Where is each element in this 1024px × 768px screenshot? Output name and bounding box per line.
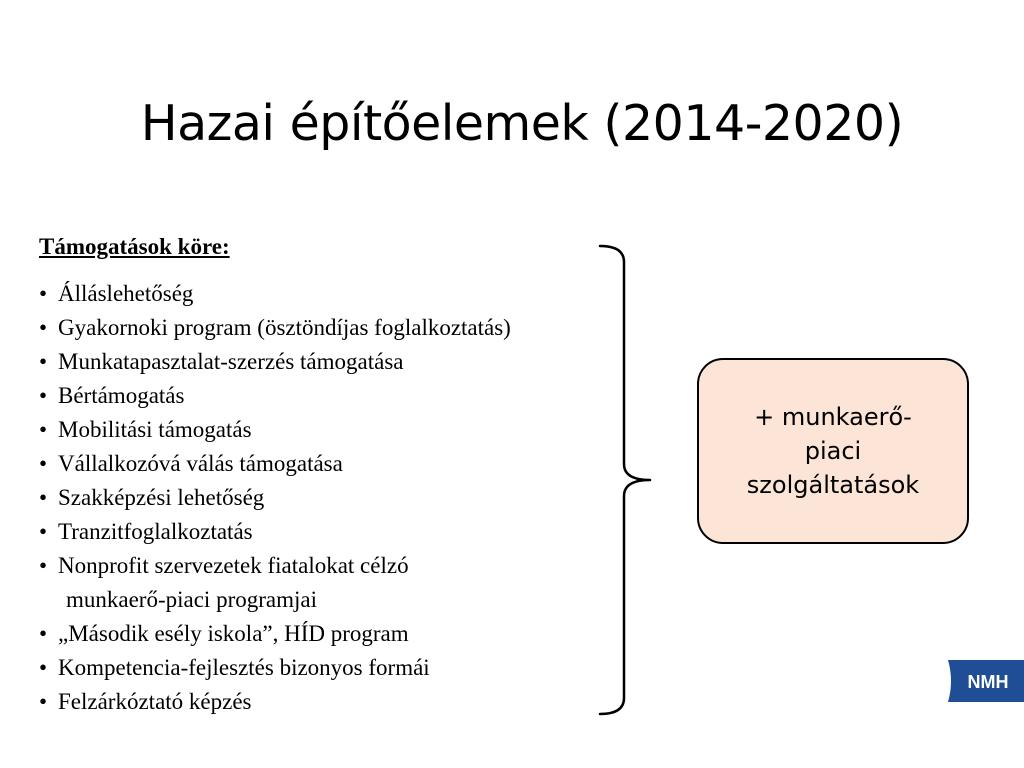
list-item bbox=[39, 345, 629, 379]
list-item bbox=[39, 413, 629, 447]
list-item bbox=[39, 481, 629, 515]
slide-title: Hazai építőelemek (2014-2020) bbox=[140, 95, 904, 152]
list-item-text: Bértámogatás bbox=[58, 383, 185, 408]
labor-market-services-text: + munkaerő-piaci szolgáltatások bbox=[746, 403, 920, 499]
bullet-icon: • bbox=[39, 519, 48, 544]
list-item bbox=[39, 549, 629, 617]
bullet-icon: • bbox=[39, 281, 48, 306]
list-item-text: Nonprofit szervezetek fiatalokat célzó bbox=[58, 553, 409, 578]
list-item-text: Kompetencia-fejlesztés bizonyos formái bbox=[58, 655, 430, 680]
list-item bbox=[39, 379, 629, 413]
list-item-text: Vállalkozóvá válás támogatása bbox=[58, 451, 343, 476]
list-item-text: Munkatapasztalat-szerzés támogatása bbox=[58, 349, 404, 374]
list-item bbox=[39, 311, 629, 345]
bullet-icon: • bbox=[39, 315, 48, 340]
bullet-icon: • bbox=[39, 485, 48, 510]
list-item bbox=[39, 617, 629, 651]
list-item-text: Szakképzési lehetőség bbox=[58, 485, 265, 510]
list-item bbox=[39, 685, 629, 719]
labor-market-services-box bbox=[697, 358, 969, 544]
bullet-icon: • bbox=[39, 553, 48, 578]
support-section bbox=[39, 232, 629, 719]
list-item bbox=[39, 447, 629, 481]
bullet-icon: • bbox=[39, 621, 48, 646]
bullet-icon: • bbox=[39, 655, 48, 680]
list-item-text: Álláslehetőség bbox=[58, 281, 194, 306]
list-item-text: Gyakornoki program (ösztöndíjas foglalkoztatás) bbox=[58, 315, 511, 340]
bullet-icon: • bbox=[39, 689, 48, 714]
list-item-text: „Második esély iskola”, HÍD program bbox=[58, 621, 409, 646]
support-heading: Támogatások köre: bbox=[39, 234, 230, 259]
list-item-text: Tranzitfoglalkoztatás bbox=[58, 519, 253, 544]
list-item-text: Mobilitási támogatás bbox=[58, 417, 252, 442]
support-list bbox=[39, 277, 629, 719]
list-item-continuation: munkaerő-piaci programjai bbox=[66, 587, 317, 612]
bullet-icon: • bbox=[39, 383, 48, 408]
right-brace-icon bbox=[598, 240, 658, 720]
list-item bbox=[39, 277, 629, 311]
bullet-icon: • bbox=[39, 417, 48, 442]
nmh-logo-text: NMH bbox=[967, 672, 1009, 692]
bullet-icon: • bbox=[39, 349, 48, 374]
bullet-icon: • bbox=[39, 451, 48, 476]
nmh-logo bbox=[944, 660, 1024, 702]
list-item-text: Felzárkóztató képzés bbox=[58, 689, 252, 714]
list-item bbox=[39, 515, 629, 549]
list-item bbox=[39, 651, 629, 685]
